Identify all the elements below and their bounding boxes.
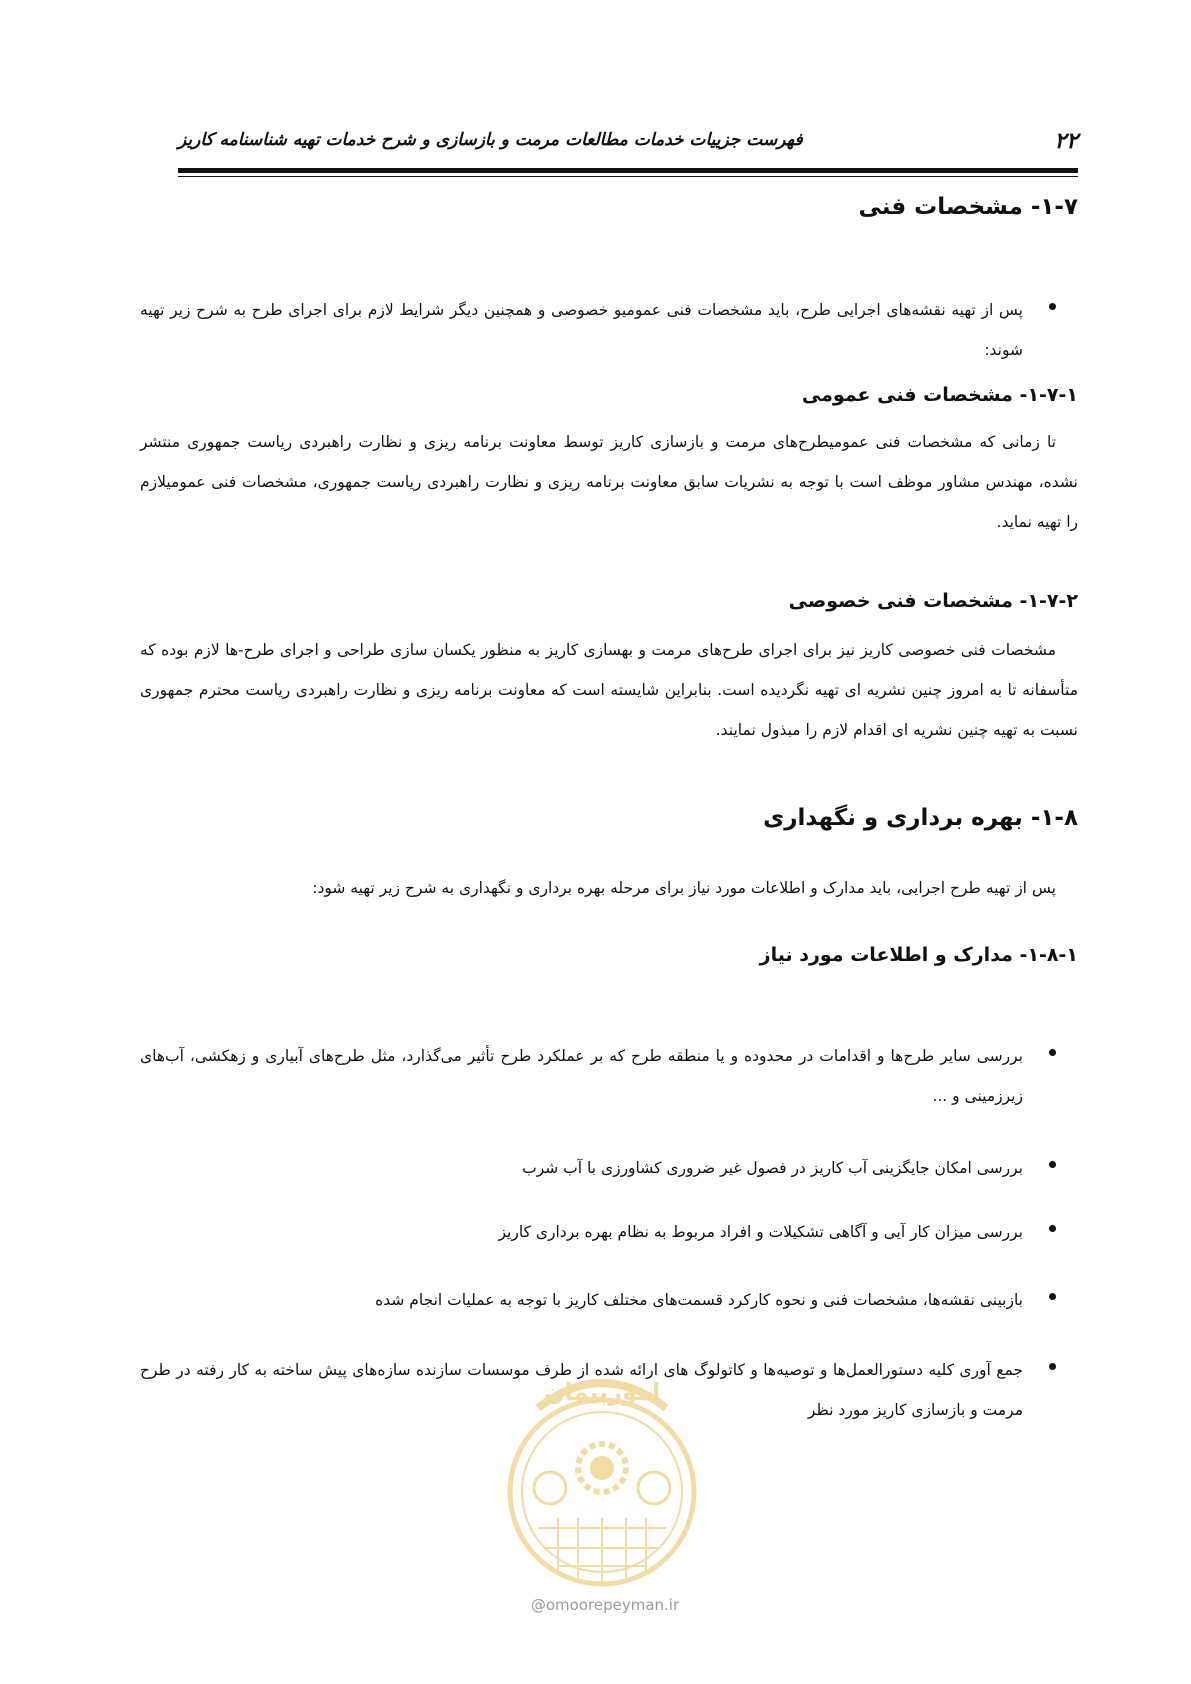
list-item bbox=[140, 1212, 1078, 1252]
paragraph-text: مشخصات فنی خصوصی کاریز نیز برای اجرای طرح‌های مرمت و بهسازی کاریز به منظور یکسان سازی طراحی و اجرای طرح-ها لازم بوده که متأسفانه تا به امروز چنین نشریه ای تهیه نگردیده است. بنابراین شایسته است که معاونت برنامه ریزی و نظارت راهبردی ریاست محترم جمهوری نسبت به تهیه چنین نشریه ای اقدام لازم را مبذول نمایند. bbox=[140, 641, 1078, 739]
paragraph-text: پس از تهیه طرح اجرایی، باید مدارک و اطلاعات مورد نیاز برای مرحله بهره برداری و نگهداری به شرح زیر تهیه شود: bbox=[312, 879, 1056, 897]
list-item bbox=[140, 1148, 1078, 1188]
section-heading-1-7 bbox=[140, 194, 1078, 220]
section-title: ۱-۸- بهره برداری و نگهداری bbox=[763, 805, 1078, 831]
page-number: ۲۲ bbox=[1054, 128, 1078, 154]
bullet-text: جمع آوری کلیه دستورالعمل‌ها و توصیه‌ها و کاتولوگ های ارائه شده از طرف موسسات سازنده سازه‌های پیش ساخته به کار رفته در طرح مرمت و بازسازی کاریز مورد نظر bbox=[140, 1361, 1023, 1419]
bullet-text: بررسی میزان کار آیی و آگاهی تشکیلات و افراد مربوط به نظام بهره برداری کاریز bbox=[498, 1223, 1023, 1241]
subsection-heading-1-7-1 bbox=[140, 384, 1078, 406]
bullet-item bbox=[140, 290, 1078, 370]
watermark-logo-text: امورپیمان bbox=[543, 1378, 661, 1406]
header-rule-thin bbox=[178, 176, 1078, 177]
subsection-title: ۱-۸-۱- مدارک و اطلاعات مورد نیاز bbox=[759, 944, 1078, 966]
bullet-icon bbox=[1049, 1049, 1056, 1056]
paragraph-1-7-2 bbox=[140, 630, 1078, 750]
bullet-icon bbox=[1049, 303, 1056, 310]
page-header bbox=[178, 128, 1078, 168]
bullet-icon bbox=[1049, 1363, 1056, 1370]
bullet-text: بررسی امکان جایگزینی آب کاریز در فصول غیر ضروری کشاورزی با آب شرب bbox=[522, 1159, 1023, 1177]
list-item bbox=[140, 1280, 1078, 1320]
bullet-text: بازبینی نقشه‌ها، مشخصات فنی و نحوه کارکرد قسمت‌های مختلف کاریز با توجه به عملیات انجام شده bbox=[375, 1291, 1023, 1309]
paragraph-1-8 bbox=[140, 868, 1078, 908]
section-title: ۱-۷- مشخصات فنی bbox=[858, 194, 1078, 220]
paragraph-1-7-1 bbox=[140, 422, 1078, 542]
running-title: فهرست جزییات خدمات مطالعات مرمت و بازسازی و شرح خدمات تهیه شناسنامه کاریز bbox=[178, 130, 803, 150]
watermark-site: @omoorepeyman.ir bbox=[530, 1596, 680, 1614]
subsection-title: ۱-۷-۱- مشخصات فنی عمومی bbox=[801, 384, 1078, 406]
paragraph-text: تا زمانی که مشخصات فنی عمومیطرح‌های مرمت و بازسازی کاریز توسط معاونت برنامه ریزی و نظارت راهبردی ریاست جمهوری منتشر نشده، مهندس مشاور موظف است با توجه به نشریات سابق معاونت برنامه ریزی و نظارت راهبردی ریاست جمهوری، مشخصات فنی عمومیلازم را تهیه نماید. bbox=[140, 433, 1078, 531]
section-heading-1-8 bbox=[140, 805, 1078, 831]
subsection-title: ۱-۷-۲- مشخصات فنی خصوصی bbox=[788, 590, 1078, 612]
bullet-text: پس از تهیه نقشه‌های اجرایی طرح، باید مشخصات فنی عمومیو خصوصی و همچنین دیگر شرایط لازم برای اجرای طرح به شرح زیر تهیه شوند: bbox=[140, 301, 1023, 359]
subsection-heading-1-8-1 bbox=[140, 944, 1078, 966]
watermark-logo-icon bbox=[498, 1338, 706, 1598]
bullet-icon bbox=[1049, 1161, 1056, 1168]
header-rule-thick bbox=[178, 168, 1078, 173]
bullet-icon bbox=[1049, 1293, 1056, 1300]
list-item bbox=[140, 1036, 1078, 1116]
bullet-icon bbox=[1049, 1225, 1056, 1232]
subsection-heading-1-7-2 bbox=[140, 590, 1078, 612]
bullet-text: بررسی سایر طرح‌ها و اقدامات در محدوده و یا منطقه طرح که بر عملکرد طرح تأثیر می‌گذارد، مثل طرح‌های آبیاری و زهکشی، آب‌های زیرزمینی و ... bbox=[140, 1047, 1023, 1105]
